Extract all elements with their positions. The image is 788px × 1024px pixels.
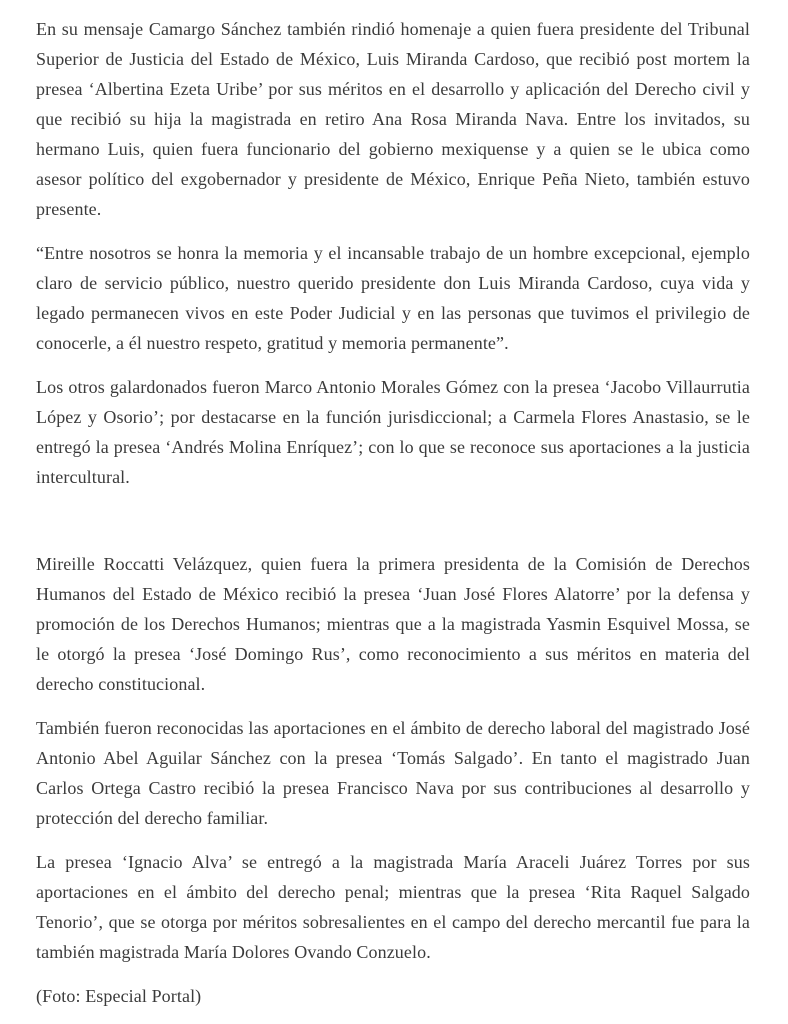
- paragraph-spacer: [36, 506, 750, 549]
- article-paragraph: En su mensaje Camargo Sánchez también rindió homenaje a quien fuera presidente del Tribunal Superior de Justicia del Estado de México, Luis Miranda Cardoso, que recibió post mortem la presea ‘Albertina Ezeta Uribe’ por sus méritos en el desarrollo y aplicación del Derecho civil y que recibió su hija la magistrada en retiro Ana Rosa Miranda Nava. Entre los invitados, su hermano Luis, quien fuera funcionario del gobierno mexiquense y a quien se le ubica como asesor político del exgobernador y presidente de México, Enrique Peña Nieto, también estuvo presente.: [36, 19, 750, 219]
- article-paragraph: La presea ‘Ignacio Alva’ se entregó a la magistrada María Araceli Juárez Torres por sus aportaciones en el ámbito del derecho penal; mientras que la presea ‘Rita Raquel Salgado Tenorio’, que se otorga por méritos sobresalientes en el campo del derecho mercantil fue para la también magistrada María Dolores Ovando Conzuelo.: [36, 852, 750, 962]
- article-paragraph: Mireille Roccatti Velázquez, quien fuera la primera presidenta de la Comisión de Derechos Humanos del Estado de México recibió la presea ‘Juan José Flores Alatorre’ por la defensa y promoción de los Derechos Humanos; mientras que a la magistrada Yasmin Esquivel Mossa, se le otorgó la presea ‘José Domingo Rus’, como reconocimiento a sus méritos en materia del derecho constitucional.: [36, 554, 750, 694]
- article-paragraph: También fueron reconocidas las aportaciones en el ámbito de derecho laboral del magistrado José Antonio Abel Aguilar Sánchez con la presea ‘Tomás Salgado’. En tanto el magistrado Juan Carlos Ortega Castro recibió la presea Francisco Nava por sus contribuciones al desarrollo y protección del derecho familiar.: [36, 718, 750, 828]
- article-paragraph: “Entre nosotros se honra la memoria y el incansable trabajo de un hombre excepcional, ejemplo claro de servicio público, nuestro querido presidente don Luis Miranda Cardoso, cuya vida y legado permanecen vivos en este Poder Judicial y en las personas que tuvimos el privilegio de conocerle, a él nuestro respeto, gratitud y memoria permanente”.: [36, 243, 750, 353]
- article-paragraph: Los otros galardonados fueron Marco Antonio Morales Gómez con la presea ‘Jacobo Villaurrutia López y Osorio’; por destacarse en la función jurisdiccional; a Carmela Flores Anastasio, se le entregó la presea ‘Andrés Molina Enríquez’; con lo que se reconoce sus aportaciones a la justicia intercultural.: [36, 377, 750, 487]
- photo-credit: (Foto: Especial Portal): [36, 986, 202, 1006]
